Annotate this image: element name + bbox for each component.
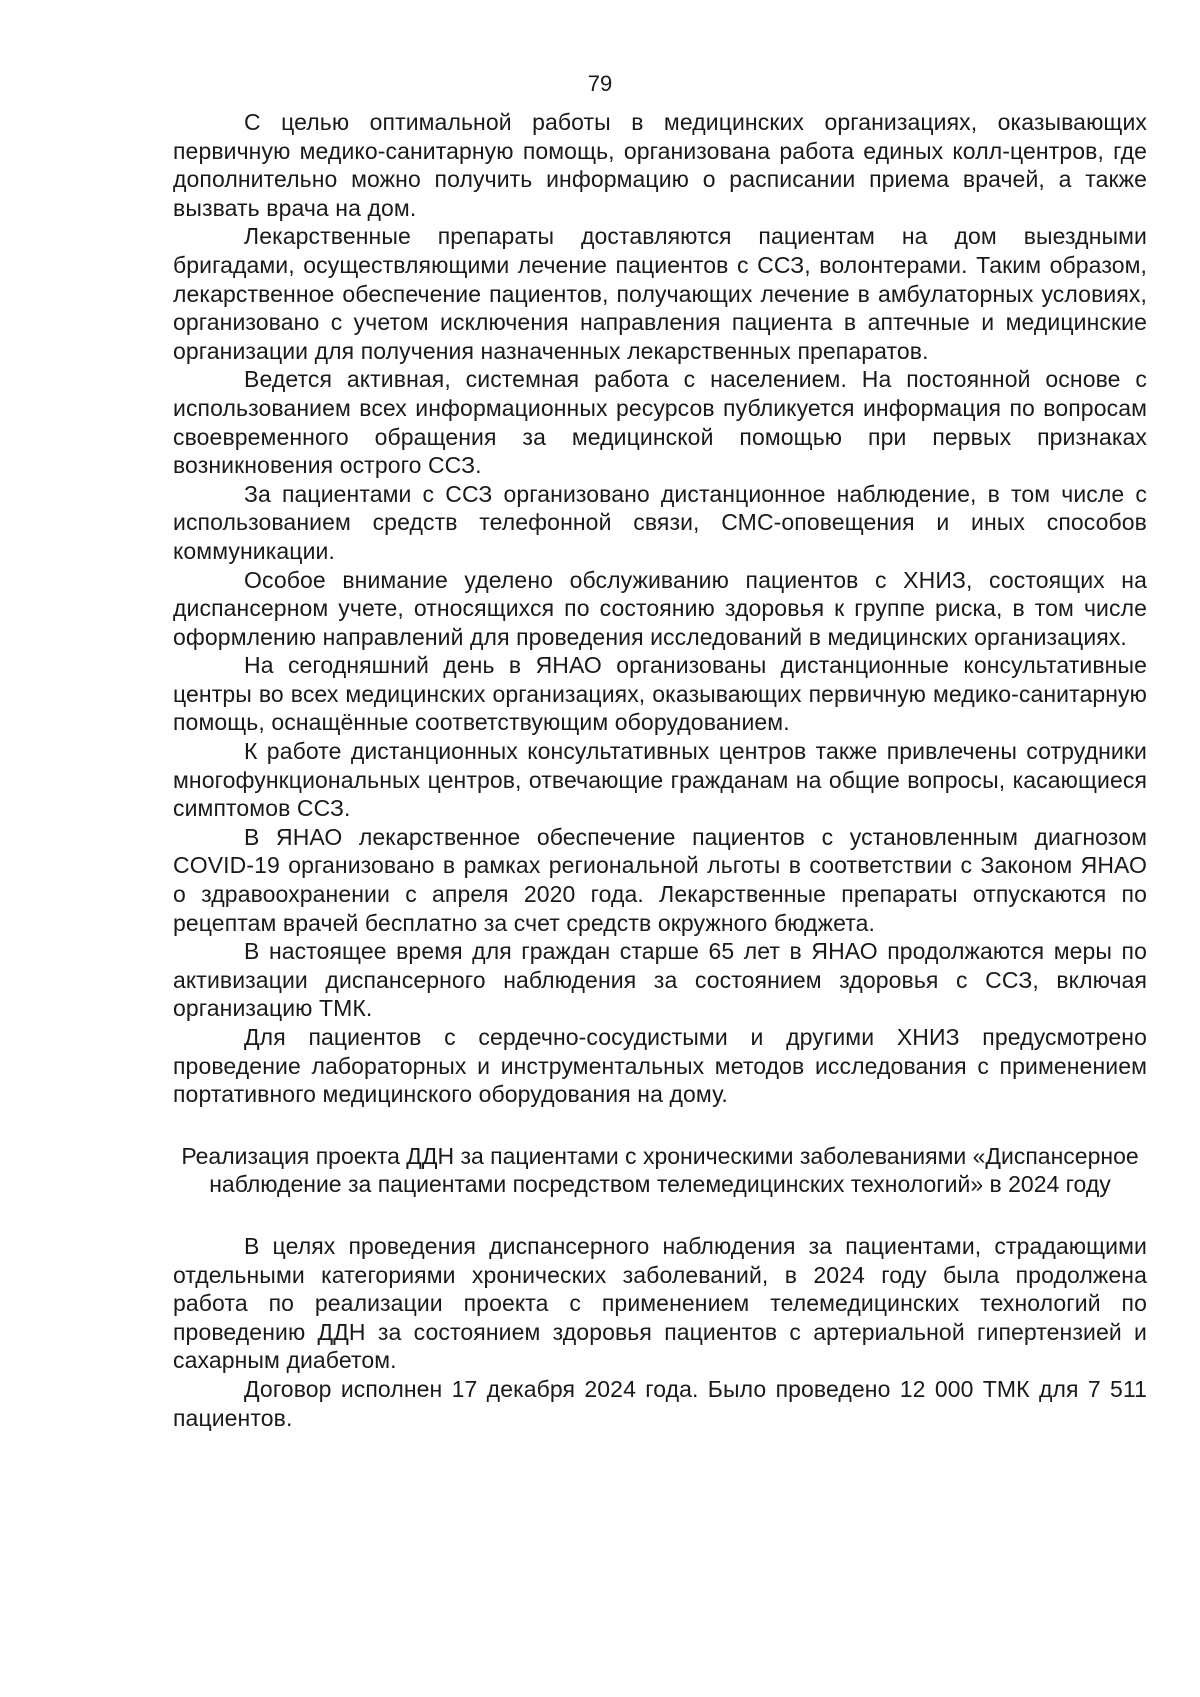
paragraph-population-work: Ведется активная, системная работа с населением. На постоянной основе с использованием всех информационных ресурсов публикуется информация по вопросам своевременного обращения за медицинской помощью при первых признаках возникновения острого ССЗ. (173, 366, 1147, 479)
paragraph-remote-monitoring: За пациентами с ССЗ организовано дистанционное наблюдение, в том числе с использованием средств телефонной связи, СМС-оповещения и иных способов коммуникации. (173, 480, 1147, 564)
paragraph-call-centers: С целью оптимальной работы в медицинских организациях, оказывающих первичную медико-санитарную помощь, организована работа единых колл-центров, где дополнительно можно получить информацию о расписании приема врачей, а также вызвать врача на дом. (173, 109, 1147, 221)
paragraph-home-diagnostics: Для пациентов с сердечно-сосудистыми и другими ХНИЗ предусмотрено проведение лабораторных и инструментальных методов исследования с применением портативного медицинского оборудования на дому. (173, 1024, 1147, 1108)
document-body (173, 108, 1147, 1432)
paragraph-medicine-delivery: Лекарственные препараты доставляются пациентам на дом выездными бригадами, осуществляющими лечение пациентов с ССЗ, волонтерами. Таким образом, лекарственное обеспечение пациентов, получающих лечение в амбулаторных условиях, организовано с учетом исключения направления пациента в аптечные и медицинские организации для получения назначенных лекарственных препаратов. (173, 223, 1147, 364)
paragraph-covid-drugs: В ЯНАО лекарственное обеспечение пациентов с установленным диагнозом COVID-19 организовано в рамках региональной льготы в соответствии с Законом ЯНАО о здравоохранении с апреля 2020 года. Лекарственные препараты отпускаются по рецептам врачей бесплатно за счет средств окружного бюджета. (173, 823, 1147, 936)
paragraph-mfc-staff: К работе дистанционных консультативных центров также привлечены сотрудники многофункциональных центров, отвечающие гражданам на общие вопросы, касающиеся симптомов ССЗ. (173, 738, 1147, 822)
paragraph-consulting-centers: На сегодняшний день в ЯНАО организованы дистанционные консультативные центры во всех медицинских организациях, оказывающих первичную медико-санитарную помощь, оснащённые соответствующим оборудованием. (173, 652, 1147, 736)
paragraph-chronic-patients: Особое внимание уделено обслуживанию пациентов с ХНИЗ, состоящих на диспансерном учете, относящихся по состоянию здоровья к группе риска, в том числе оформлению направлений для проведения исследований в медицинских организациях. (173, 566, 1147, 650)
paragraph-telemedicine-project: В целях проведения диспансерного наблюдения за пациентами, страдающими отдельными категориями хронических заболеваний, в 2024 году была продолжена работа по реализации проекта с применением телемедицинских технологий по проведению ДДН за состоянием здоровья пациентов с артериальной гипертензией и сахарным диабетом. (173, 1232, 1147, 1374)
section-title: Реализация проекта ДДН за пациентами с хроническими заболеваниями «Диспансерное наблюдение за пациентами посредством телемедицинских технологий» в 2024 году (181, 1142, 1139, 1198)
page-number: 79 (587, 71, 613, 96)
paragraph-contract-result: Договор исполнен 17 декабря 2024 года. Было проведено 12 000 ТМК для 7 511 пациентов. (173, 1375, 1147, 1431)
paragraph-over-65: В настоящее время для граждан старше 65 лет в ЯНАО продолжаются меры по активизации диспансерного наблюдения за состоянием здоровья с ССЗ, включая организацию ТМК. (173, 938, 1147, 1022)
